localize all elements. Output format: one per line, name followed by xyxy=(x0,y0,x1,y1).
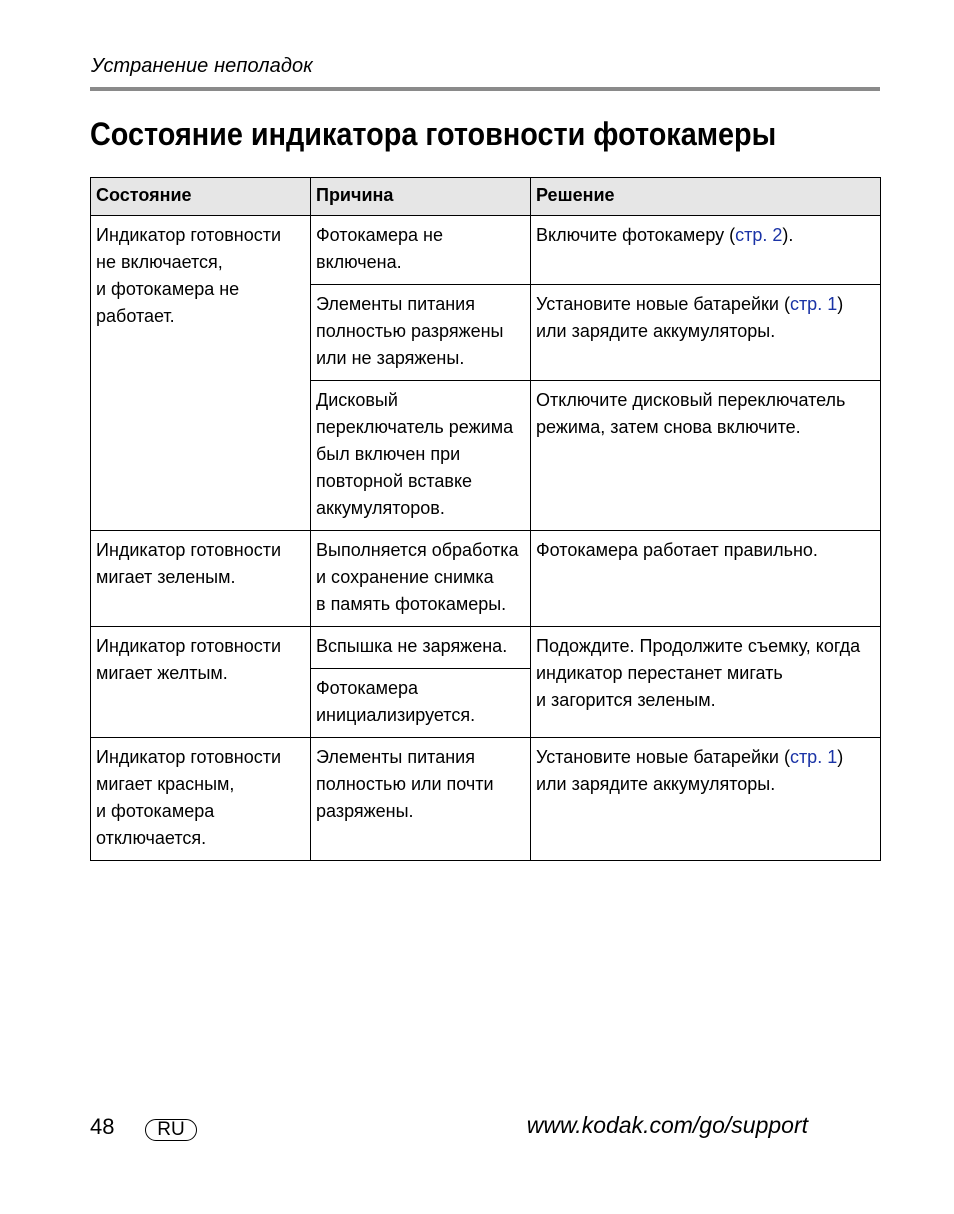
cause-cell xyxy=(311,738,531,861)
state-cell xyxy=(91,627,311,738)
solution-cell xyxy=(531,381,881,531)
state-text: Индикатор готовности не включается, и фотокамера не работает. xyxy=(96,225,282,326)
page-title: Состояние индикатора готовности фотокамеры xyxy=(90,116,777,152)
state-cell xyxy=(91,531,311,627)
solution-cell xyxy=(531,531,881,627)
cause-cell xyxy=(311,381,531,531)
table-row xyxy=(91,216,881,285)
state-text: Индикатор готовности мигает желтым. xyxy=(96,636,282,683)
cause-cell xyxy=(311,216,531,285)
language-badge: RU xyxy=(145,1119,197,1141)
cause-text: Вспышка не заряжена. xyxy=(316,636,508,656)
header-rule xyxy=(90,87,880,91)
troubleshooting-table xyxy=(90,177,881,861)
column-header-solution: Решение xyxy=(531,178,881,216)
cause-cell xyxy=(311,627,531,669)
page-reference-link[interactable]: стр. 2 xyxy=(735,225,783,245)
solution-text: Подождите. Продолжите съемку, когда индикатор перестанет мигать и загорится зеленым. xyxy=(536,636,861,710)
cause-text: Дисковый переключатель режима был включен при повторной вставке аккумуляторов. xyxy=(316,390,514,518)
solution-text: Фотокамера работает правильно. xyxy=(536,540,818,560)
cause-cell xyxy=(311,669,531,738)
cause-text: Элементы питания полностью или почти разряжены. xyxy=(316,747,494,821)
support-url[interactable]: www.kodak.com/go/support xyxy=(526,1112,808,1138)
page-number: 48 xyxy=(90,1114,115,1139)
solution-text: Установите новые батарейки ( xyxy=(536,294,790,314)
solution-text: Отключите дисковый переключатель режима, затем снова включите. xyxy=(536,390,846,437)
solution-text-end: ). xyxy=(782,225,794,245)
cause-cell xyxy=(311,285,531,381)
cause-text: Выполняется обработка и сохранение снимка в память фотокамеры. xyxy=(316,540,519,614)
page-reference-link[interactable]: стр. 1 xyxy=(789,747,838,767)
cause-text: Элементы питания полностью разряжены или не заряжены. xyxy=(316,294,504,368)
cause-cell xyxy=(311,531,531,627)
solution-cell xyxy=(531,285,881,381)
page-reference-link[interactable]: стр. 1 xyxy=(789,294,838,314)
column-header-cause: Причина xyxy=(311,178,531,216)
cause-text: Фотокамера инициализируется. xyxy=(316,678,476,725)
solution-cell xyxy=(531,627,881,738)
table-row xyxy=(91,531,881,627)
state-cell xyxy=(91,216,311,531)
solution-cell xyxy=(531,738,881,861)
solution-text: Включите фотокамеру ( xyxy=(536,225,736,245)
table-row xyxy=(91,627,881,669)
state-text: Индикатор готовности мигает красным, и фотокамера отключается. xyxy=(96,747,282,848)
state-cell xyxy=(91,738,311,861)
solution-text-end: ) или зарядите аккумуляторы. xyxy=(536,294,844,341)
solution-text: Установите новые батарейки ( xyxy=(536,747,790,767)
column-header-state: Состояние xyxy=(91,178,311,216)
state-text: Индикатор готовности мигает зеленым. xyxy=(96,540,282,587)
running-header-section: Устранение неполадок xyxy=(91,55,313,77)
solution-cell xyxy=(531,216,881,285)
cause-text: Фотокамера не включена. xyxy=(316,225,443,272)
solution-text-end: ) или зарядите аккумуляторы. xyxy=(536,747,844,794)
table-header-row xyxy=(91,178,881,216)
table-row xyxy=(91,738,881,861)
